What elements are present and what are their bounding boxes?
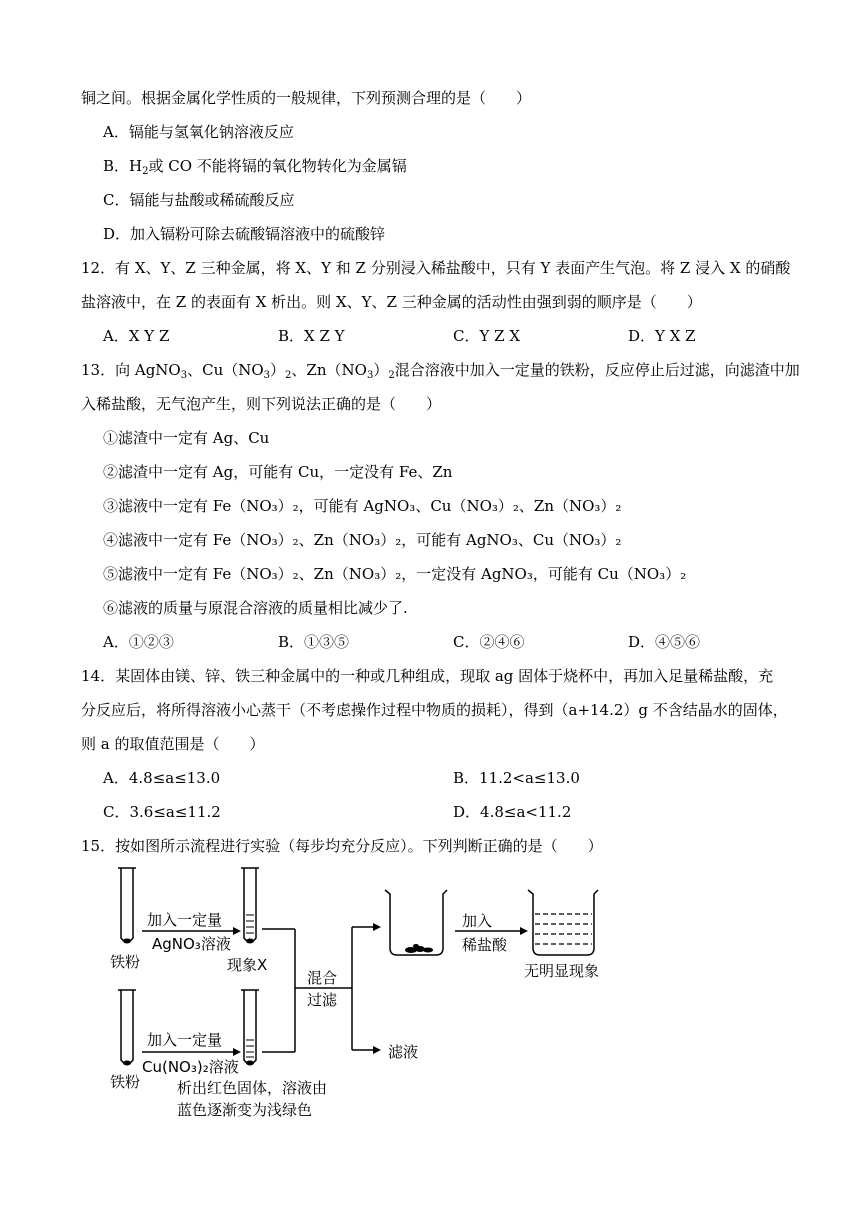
label-add-hcl-2: 稀盐酸: [462, 936, 508, 954]
label-mix: 混合: [307, 969, 338, 987]
q13-option-c[interactable]: C．②④⑥: [453, 633, 525, 651]
q11-option-c[interactable]: C．镉能与盐酸或稀硫酸反应: [103, 191, 295, 209]
q12-option-a[interactable]: A．X Y Z: [103, 327, 170, 345]
solution-top: [246, 915, 254, 933]
q13-statement-2: ②滤渣中一定有 Ag，可能有 Cu，一定没有 Fe、Zn: [103, 463, 453, 481]
q11-option-b[interactable]: B．$H_2$或 CO 不能将镉的氧化物转化为金属镉: [103, 157, 407, 177]
q14-option-c[interactable]: C．3.6≤a≤11.2: [103, 803, 221, 821]
solution-bottom: [246, 1040, 254, 1057]
label-no-change: 无明显现象: [524, 962, 600, 980]
q14-stem-line3: 则 a 的取值范围是（ ）: [81, 735, 265, 753]
beaker-solution: [528, 890, 598, 955]
q11-stem-continuation: 铜之间。根据金属化学性质的一般规律，下列预测合理的是（ ）: [81, 89, 532, 107]
q13-statement-5: ⑤滤液中一定有 Fe（NO₃）₂、Zn（NO₃）₂，一定没有 AgNO₃，可能有 Cu（NO₃）₂: [103, 565, 687, 583]
q13-option-b[interactable]: B．①③⑤: [278, 633, 350, 651]
q13-statement-4: ④滤液中一定有 Fe（NO₃）₂、Zn（NO₃）₂，可能有 AgNO₃、Cu（NO₃）₂: [103, 531, 622, 549]
label-reagent-cuno3: Cu(NO₃)₂溶液: [142, 1058, 239, 1076]
test-tube-after-cuno3: [241, 990, 259, 1064]
q11-option-a[interactable]: A．镉能与氢氧化钠溶液反应: [103, 123, 294, 141]
label-add-bottom: 加入一定量: [147, 1031, 223, 1049]
label-iron-top: 铁粉: [110, 953, 141, 971]
merge-connector: [262, 927, 373, 1052]
q15-stem: 15．按如图所示流程进行实验（每步均充分反应）。下列判断正确的是（ ）: [81, 837, 603, 855]
precipitate-top: [246, 939, 254, 944]
label-observation-line2: 蓝色逐渐变为浅绿色: [177, 1101, 313, 1119]
label-filter: 过滤: [307, 991, 338, 1009]
q11-option-d[interactable]: D．加入镉粉可除去硫酸镉溶液中的硫酸锌: [103, 225, 386, 243]
label-filtrate: 滤液: [388, 1043, 419, 1061]
iron-powder-bottom: [123, 1061, 131, 1066]
precipitate-bottom: [246, 1061, 254, 1066]
q14-option-a[interactable]: A．4.8≤a≤13.0: [103, 769, 221, 787]
q14-option-b[interactable]: B．11.2<a≤13.0: [453, 769, 580, 787]
label-iron-bottom: 铁粉: [110, 1073, 141, 1091]
label-phenomenon-x: 现象X: [227, 956, 268, 974]
q12-option-d[interactable]: D．Y X Z: [628, 327, 696, 345]
test-tube-after-agno3: [241, 868, 259, 942]
q12-option-c[interactable]: C．Y Z X: [453, 327, 521, 345]
label-reagent-agno3: AgNO₃溶液: [152, 935, 231, 953]
test-tube-iron-top: [118, 868, 136, 942]
q13-option-d[interactable]: D．④⑤⑥: [628, 633, 701, 651]
q13-option-a[interactable]: A．①②③: [103, 633, 174, 651]
q12-stem-line2: 盐溶液中，在 Z 的表面有 X 析出。则 X、Y、Z 三种金属的活动性由强到弱的顺序是（ ）: [81, 293, 702, 311]
experiment-flow-diagram: [0, 860, 860, 1130]
q12-stem-line1: 12．有 X、Y、Z 三种金属，将 X、Y 和 Z 分别浸入稀盐酸中，只有 Y 表面产生气泡。将 Z 浸入 X 的硝酸: [81, 259, 791, 277]
q12-option-b[interactable]: B．X Z Y: [278, 327, 345, 345]
q14-stem-line1: 14．某固体由镁、锌、铁三种金属中的一种或几种组成，现取 ag 固体于烧杯中，再加入足量稀盐酸，充: [81, 667, 774, 685]
q14-stem-line2: 分反应后，将所得溶液小心蒸干（不考虑操作过程中物质的损耗），得到（a+14.2）g 不含结晶水的固体，: [81, 701, 788, 719]
q13-statement-1: ①滤渣中一定有 Ag、Cu: [103, 429, 270, 447]
label-add-top: 加入一定量: [147, 911, 223, 929]
q13-stem-line2: 入稀盐酸，无气泡产生，则下列说法正确的是（ ）: [81, 395, 442, 413]
iron-powder-top: [123, 939, 131, 944]
solution-dashes: [535, 914, 592, 944]
q14-option-d[interactable]: D．4.8≤a<11.2: [453, 803, 572, 821]
label-observation-line1: 析出红色固体，溶液由: [177, 1079, 328, 1097]
test-tube-iron-bottom: [118, 990, 136, 1064]
filter-residue: [405, 944, 433, 953]
q13-stem-line1: 13．向 AgNO$_3$、$Cu(NO_3)_2$、$Zn(NO_3)_2$混合溶液中加入一定量的铁粉，反应停止后过滤，向滤渣中加: [81, 361, 800, 381]
q13-statement-3: ③滤液中一定有 Fe（NO₃）₂，可能有 AgNO₃、Cu（NO₃）₂、Zn（NO₃）₂: [103, 497, 622, 515]
q13-statement-6: ⑥滤液的质量与原混合溶液的质量相比减少了.: [103, 599, 408, 617]
label-add-hcl-1: 加入: [462, 912, 493, 930]
